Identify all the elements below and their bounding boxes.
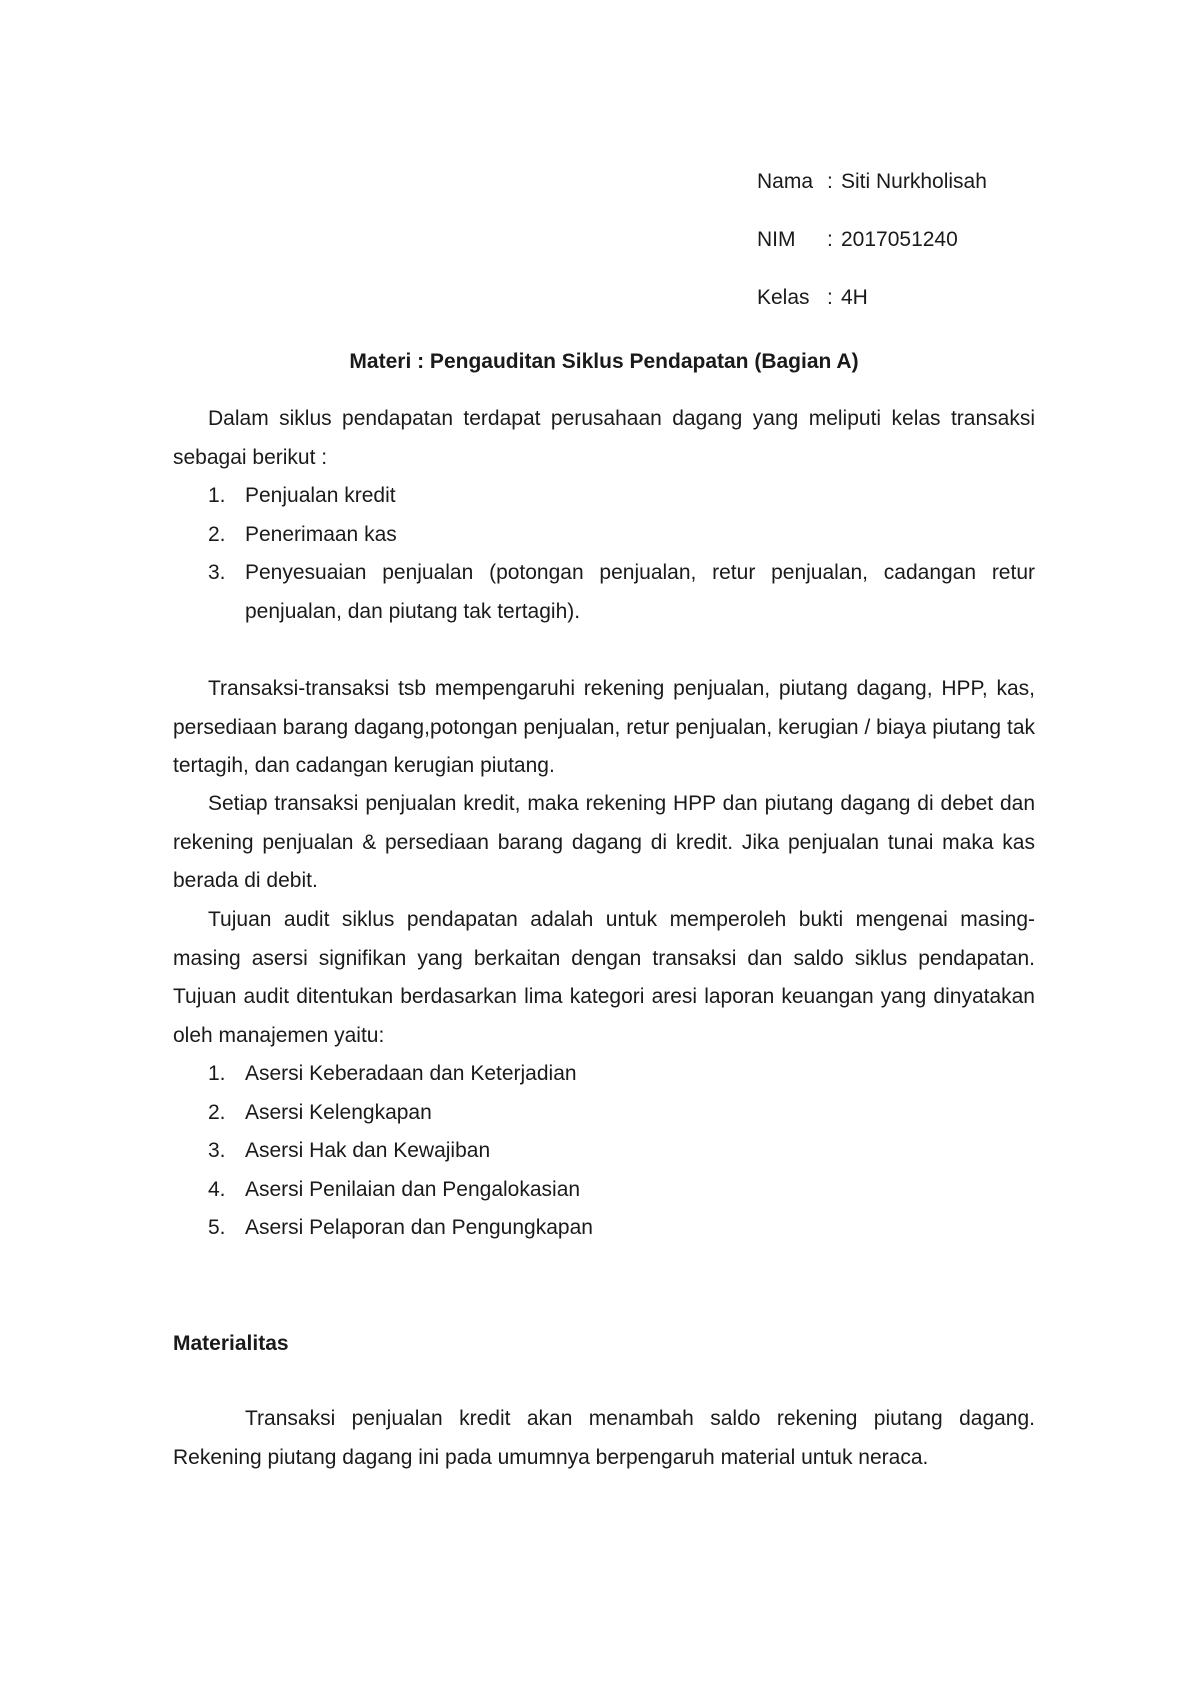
list-text: Penerimaan kas <box>245 522 397 546</box>
list-number: 1. <box>208 484 226 507</box>
identity-value: Siti Nurkholisah <box>841 170 987 193</box>
paragraph-materialitas: Transaksi penjualan kredit akan menambah saldo rekening piutang dagang. Rekening piutang dagang ini pada umumnya berpengaruh material untuk neraca. <box>173 1407 1035 1469</box>
list-number: 3. <box>208 1139 226 1162</box>
list-number: 1. <box>208 1062 226 1085</box>
section-heading-materialitas: Materialitas <box>173 1332 289 1355</box>
list-item <box>173 554 1035 631</box>
list-item <box>173 1171 1035 1210</box>
identity-separator: : <box>827 170 833 193</box>
list-text: Penyesuaian penjualan (potongan penjualan, retur penjualan, cadangan retur penjualan, dan piutang tak tertagih). <box>245 561 1035 623</box>
list-text: Asersi Keberadaan dan Keterjadian <box>245 1062 577 1085</box>
identity-value: 2017051240 <box>841 228 958 251</box>
identity-row-name <box>757 170 987 228</box>
identity-separator: : <box>827 228 833 251</box>
list-text: Asersi Penilaian dan Pengalokasian <box>245 1177 581 1201</box>
identity-value: 4H <box>841 286 868 309</box>
list-text: Asersi Kelengkapan <box>245 1100 432 1124</box>
document-title: Materi : Pengauditan Siklus Pendapatan (Bagian A) <box>349 350 859 373</box>
list-item <box>173 1094 1035 1133</box>
identity-label: NIM <box>757 228 796 251</box>
identity-label: Nama <box>757 170 814 193</box>
list-item <box>173 1055 1035 1094</box>
list-text: Asersi Pelaporan dan Pengungkapan <box>245 1216 593 1239</box>
list-number: 5. <box>208 1216 226 1239</box>
identity-label: Kelas <box>757 286 810 309</box>
list-text: Asersi Hak dan Kewajiban <box>245 1139 491 1162</box>
identity-row-class <box>757 286 987 344</box>
transaction-class-list <box>173 477 1035 631</box>
list-number: 2. <box>208 522 226 546</box>
list-item <box>173 477 1035 516</box>
identity-separator: : <box>827 286 833 309</box>
student-identity-block <box>757 170 987 344</box>
paragraph-audit-objective: Tujuan audit siklus pendapatan adalah untuk memperoleh bukti mengenai masing-masing asersi signifikan yang berkaitan dengan transaksi dan saldo siklus pendapatan. Tujuan audit ditentukan berdasarkan lima kategori aresi laporan keuangan yang dinyatakan oleh manajemen yaitu: <box>173 908 1035 1047</box>
list-item <box>173 1209 1035 1248</box>
list-number: 2. <box>208 1100 226 1124</box>
identity-row-nim <box>757 228 987 286</box>
list-number: 3. <box>208 561 226 584</box>
paragraph-credit-sales: Setiap transaksi penjualan kredit, maka rekening HPP dan piutang dagang di debet dan rekening penjualan & persediaan barang dagang di kredit. Jika penjualan tunai maka kas berada di debit. <box>173 792 1035 892</box>
intro-paragraph: Dalam siklus pendapatan terdapat perusahaan dagang yang meliputi kelas transaksi sebagai berikut : <box>173 407 1035 469</box>
list-number: 4. <box>208 1177 226 1201</box>
paragraph-accounts-affected: Transaksi-transaksi tsb mempengaruhi rekening penjualan, piutang dagang, HPP, kas, persediaan barang dagang,potongan penjualan, retur penjualan, kerugian / biaya piutang tak tertagih, dan cadangan kerugian piutang. <box>173 677 1035 777</box>
list-text: Penjualan kredit <box>245 484 396 507</box>
list-item <box>173 516 1035 555</box>
list-item <box>173 1132 1035 1171</box>
assertion-list <box>173 1055 1035 1248</box>
